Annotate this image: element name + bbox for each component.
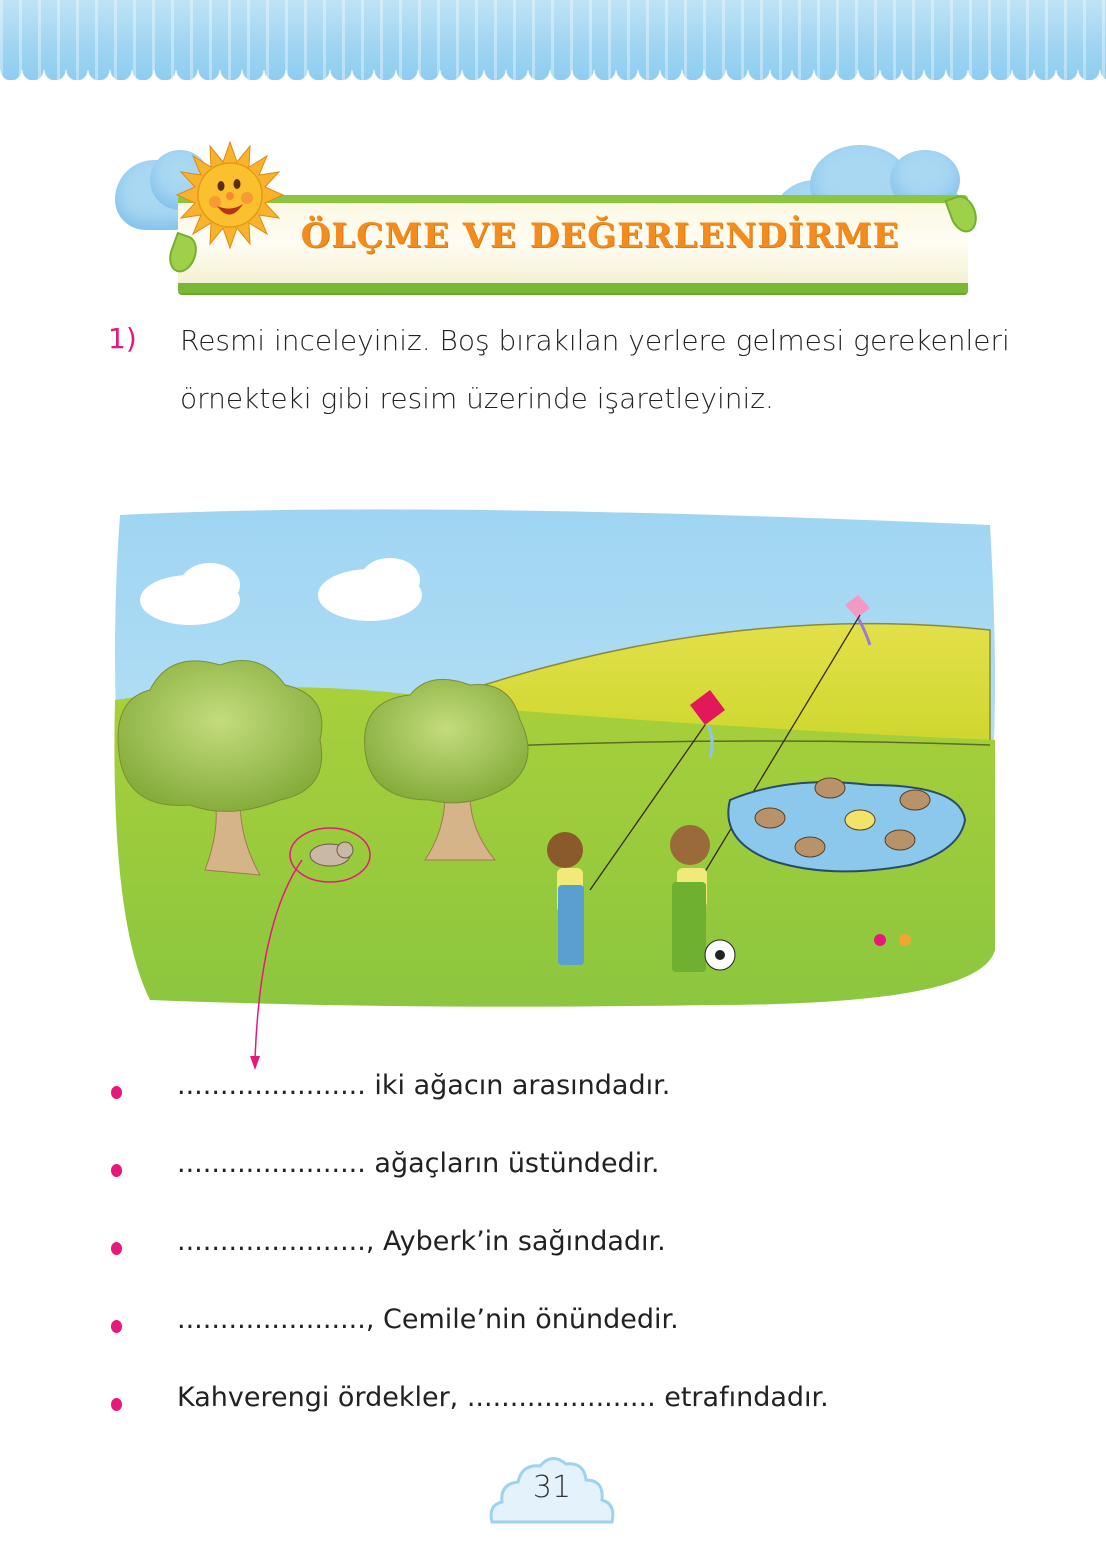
section-header <box>110 140 990 290</box>
flower-icon <box>874 934 886 946</box>
question-text: Resmi inceleyiniz. Boş bırakılan yerlere gelmesi gerekenleri örnekteki gibi resim üzerinde işaretleyiniz. <box>180 324 1010 415</box>
bullet-icon <box>111 1164 122 1177</box>
flower-icon <box>899 934 911 946</box>
fill-in-sentence: Kahverengi ördekler, ...................... etrafındadır. <box>177 1382 829 1413</box>
top-decorative-band <box>0 0 1106 80</box>
list-item <box>105 1382 1005 1460</box>
page-title: ÖLÇME VE DEĞERLENDİRME <box>300 216 900 256</box>
fill-in-sentence: ...................... iki ağacın arasındadır. <box>177 1070 671 1101</box>
bullet-icon <box>111 1398 122 1411</box>
page-number: 31 <box>532 1470 572 1505</box>
yellow-duck-icon <box>845 810 875 830</box>
bullet-icon <box>111 1242 122 1255</box>
list-item <box>105 1304 1005 1382</box>
list-item <box>105 1070 1005 1148</box>
bullet-icon <box>111 1086 122 1099</box>
sun-icon <box>175 140 285 250</box>
question-number: 1) <box>108 322 137 355</box>
soccer-ball-icon <box>705 940 735 970</box>
fill-in-list <box>105 1070 1005 1460</box>
pointer-arrow <box>240 860 370 1080</box>
child-cemile <box>670 825 710 972</box>
list-item <box>105 1226 1005 1304</box>
list-item <box>105 1148 1005 1226</box>
fill-in-sentence: ...................... ağaçların üstündedir. <box>177 1148 660 1179</box>
bullet-icon <box>111 1320 122 1333</box>
fill-in-sentence: ......................, Ayberk’in sağındadır. <box>177 1226 666 1257</box>
page-number-cloud <box>488 1450 616 1525</box>
fill-in-sentence: ......................, Cemile’nin önündedir. <box>177 1304 679 1335</box>
